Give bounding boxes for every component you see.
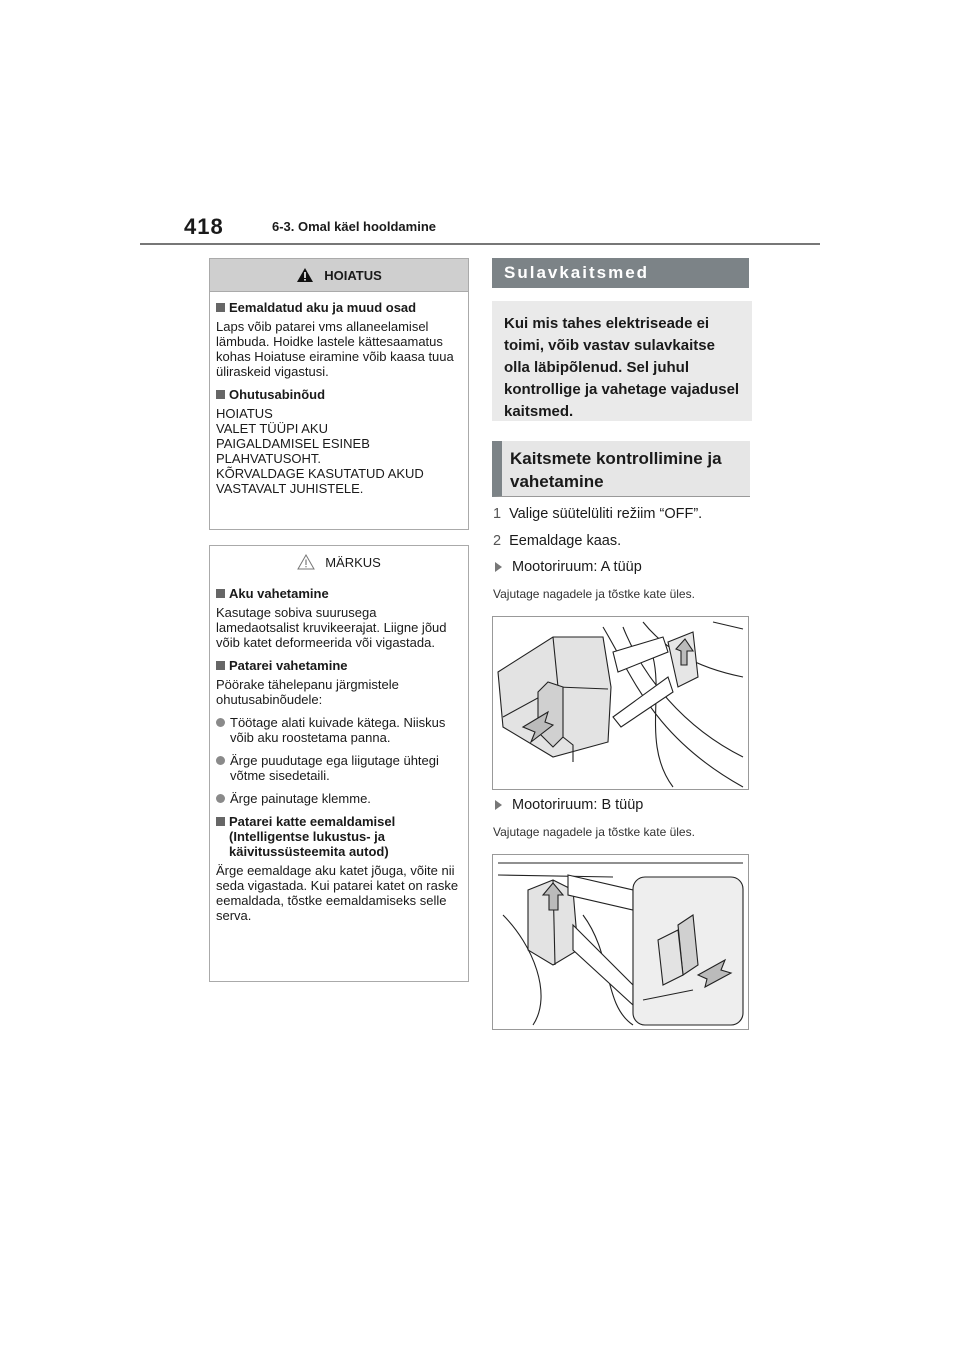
figure-type-a	[492, 616, 749, 790]
fuse-box-cover-illustration-b	[493, 855, 748, 1029]
triangle-bullet-icon	[495, 562, 502, 572]
warning-box-header	[210, 259, 468, 292]
type-b-caption: Vajutage nagadele ja tõstke kate üles.	[493, 825, 695, 839]
triangle-bullet-icon	[495, 800, 502, 810]
page-number: 418	[184, 214, 224, 239]
warning-item-heading: Eemaldatud aku ja muud osad	[216, 300, 462, 315]
note-body	[210, 578, 468, 929]
note-item-heading: Aku vahetamine	[216, 586, 462, 601]
square-bullet-icon	[216, 817, 225, 826]
square-bullet-icon	[216, 589, 225, 598]
intro-box: Kui mis tahes elektriseade ei toimi, võib vastav sulavkaitse olla läbipõlenud. Sel juhul kontrollige ja vahetage vajadusel kaitsmed.	[492, 301, 752, 421]
round-bullet-icon	[216, 794, 225, 803]
fuse-box-cover-illustration-a	[493, 617, 748, 789]
subheading: Kaitsmete kontrollimine ja vahetamine	[492, 441, 750, 497]
note-box	[209, 545, 469, 982]
section-bar: Sulavkaitsmed	[492, 258, 749, 288]
list-item: Töötage alati kuivade kätega. Niiskus võib aku roostetama panna.	[216, 715, 462, 745]
round-bullet-icon	[216, 756, 225, 765]
caution-triangle-outline-icon	[297, 554, 315, 570]
figure-type-b	[492, 854, 749, 1030]
note-title: MÄRKUS	[325, 554, 381, 570]
note-item-text: Ärge eemaldage aku katet jõuga, võite nii seda vigastada. Kui patarei katet on raske eemaldada, tõstke eemaldamiseks selle serva.	[216, 863, 459, 923]
warning-body	[210, 292, 468, 502]
warning-item-text: Laps võib patarei vms allaneelamisel lämbuda. Hoidke lastele kättesaamatus kohas Hoiatuse eiramine võib kaasa tuua üliraskeid vigastusi.	[216, 319, 454, 379]
warning-title: HOIATUS	[324, 267, 382, 283]
step-1: 1 Valige süütelüliti režiim “OFF”.	[493, 506, 703, 522]
note-box-header	[210, 546, 468, 578]
list-item: Ärge puudutage ega liigutage ühtegi võtme sisedetaili.	[216, 753, 462, 783]
type-b-label: Mootoriruum: B tüüp	[495, 797, 643, 813]
note-item-heading: Patarei vahetamine	[216, 658, 462, 673]
note-item-text: Pöörake tähelepanu järgmistele ohutusabinõudele:	[216, 677, 399, 707]
type-a-label: Mootoriruum: A tüüp	[495, 559, 642, 575]
warning-box	[209, 258, 469, 530]
section-title: 6-3. Omal käel hooldamine	[272, 219, 436, 234]
square-bullet-icon	[216, 661, 225, 670]
warning-item-heading: Ohutusabinõud	[216, 387, 462, 402]
list-item: Ärge painutage klemme.	[216, 791, 462, 806]
type-a-caption: Vajutage nagadele ja tõstke kate üles.	[493, 587, 695, 601]
square-bullet-icon	[216, 303, 225, 312]
step-2: 2 Eemaldage kaas.	[493, 533, 622, 549]
square-bullet-icon	[216, 390, 225, 399]
warning-item-lines: HOIATUS VALET TÜÜPI AKU PAIGALDAMISEL ESINEB PLAHVATUSOHT. KÕRVALDAGE KASUTATUD AKUD VASTAVALT JUHISTELE.	[216, 406, 424, 496]
header-rule	[140, 243, 820, 245]
warning-triangle-icon	[296, 267, 314, 283]
note-item-heading: Patarei katte eemaldamisel (Intelligentse lukustus- ja käivitussüsteemita autod)	[216, 814, 462, 859]
round-bullet-icon	[216, 718, 225, 727]
note-item-text: Kasutage sobiva suurusega lamedaotsalist kruvikeerajat. Liigne jõud võib katet deformeerida või vigastada.	[216, 605, 447, 650]
